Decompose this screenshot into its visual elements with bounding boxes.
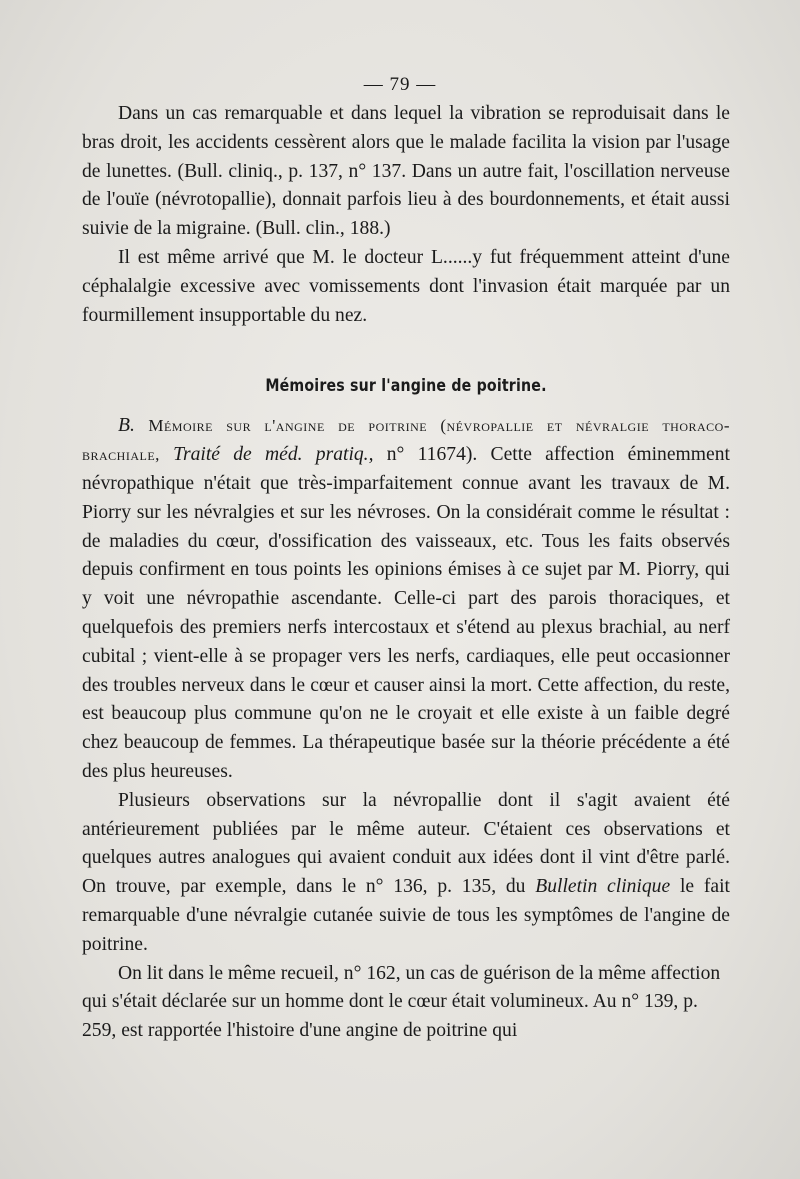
paragraph-3-title: Mémoire sur l'angine de poitrine (névropallie et névralgie thoraco-brachiale,: [82, 416, 730, 465]
paragraph-3-number: n° 11674).: [386, 444, 478, 466]
paragraph-3-reference: Traité de méd. pratiq.,: [173, 444, 374, 466]
body-text: [82, 100, 730, 1046]
paragraph-3: [82, 412, 730, 786]
page-number: — 79 —: [363, 74, 437, 95]
paragraph-1: Dans un cas remarquable et dans lequel la vibration se reproduisait dans le bras droit, les accidents cessèrent alors que le malade facilita la vision par l'usage de lunettes. (Bull. cliniq., p. 137, n° 137. Dans un autre fait, l'oscillation nerveuse de l'ouïe (névrotopallie), donnait parfois lieu à des bourdonnements, et était aussi suivie de la migraine. (Bull. clin., 188.): [82, 103, 730, 240]
paragraph-4-before: Plusieurs observations sur la névropallie dont il s'agit avaient été antérieurement publiées par le même auteur. C'étaient ces observations et quelques autres analogues qui avaient conduit aux idées dont il vint d'être parlé. On trouve, par exemple, dans le n° 136, p. 135, du: [82, 789, 730, 898]
paragraph-3-letter: B.: [118, 415, 135, 437]
paragraph-2: Il est même arrivé que M. le docteur L......y fut fréquemment atteint d'une céphalalgie excessive avec vomissements dont l'invasion était marquée par un fourmillement insupportable du nez.: [82, 246, 730, 326]
paragraph-4-after: le fait remarquable d'une névralgie cutanée suivie de tous les symptômes de l'angine de poitrine.: [82, 876, 730, 955]
paragraph-3-text: Cette affection éminemment névropathique n'était que très-imparfaitement connue avant les travaux de M. Piorry sur les névralgies et sur les névroses. On la considérait comme le résultat : de maladies du cœur, d'ossification des vaisseaux, etc. Tous les faits observés depuis confirment en tous points les opinions émises à ce sujet par M. Piorry, qui y voit une névropathie ascendante. Celle-ci part des parois thoraciques, et quelquefois des premiers nerfs intercostaux et s'étend au plexus brachial, au nerf cubital ; vient-elle à se propager vers les nerfs, cardiaques, elle peut occasionner des troubles nerveux dans le cœur et causer ainsi la mort. Cette affection, du reste, est beaucoup plus commune qu'on ne le croyait et elle existe à un faible degré chez beaucoup de femmes. La thérapeutique basée sur la théorie précédente a été des plus heureuses.: [82, 444, 730, 782]
section-heading: Mémoires sur l'angine de poitrine.: [265, 376, 547, 396]
paragraph-5: On lit dans le même recueil, n° 162, un cas de guérison de la même affection qui s'était déclarée sur un homme dont le cœur était volumineux. Au n° 139, p. 259, est rapportée l'histoire d'une angine de poitrine qui: [82, 962, 721, 1042]
paragraph-4: [82, 787, 730, 960]
paragraph-4-journal: Bulletin clinique: [535, 876, 671, 898]
